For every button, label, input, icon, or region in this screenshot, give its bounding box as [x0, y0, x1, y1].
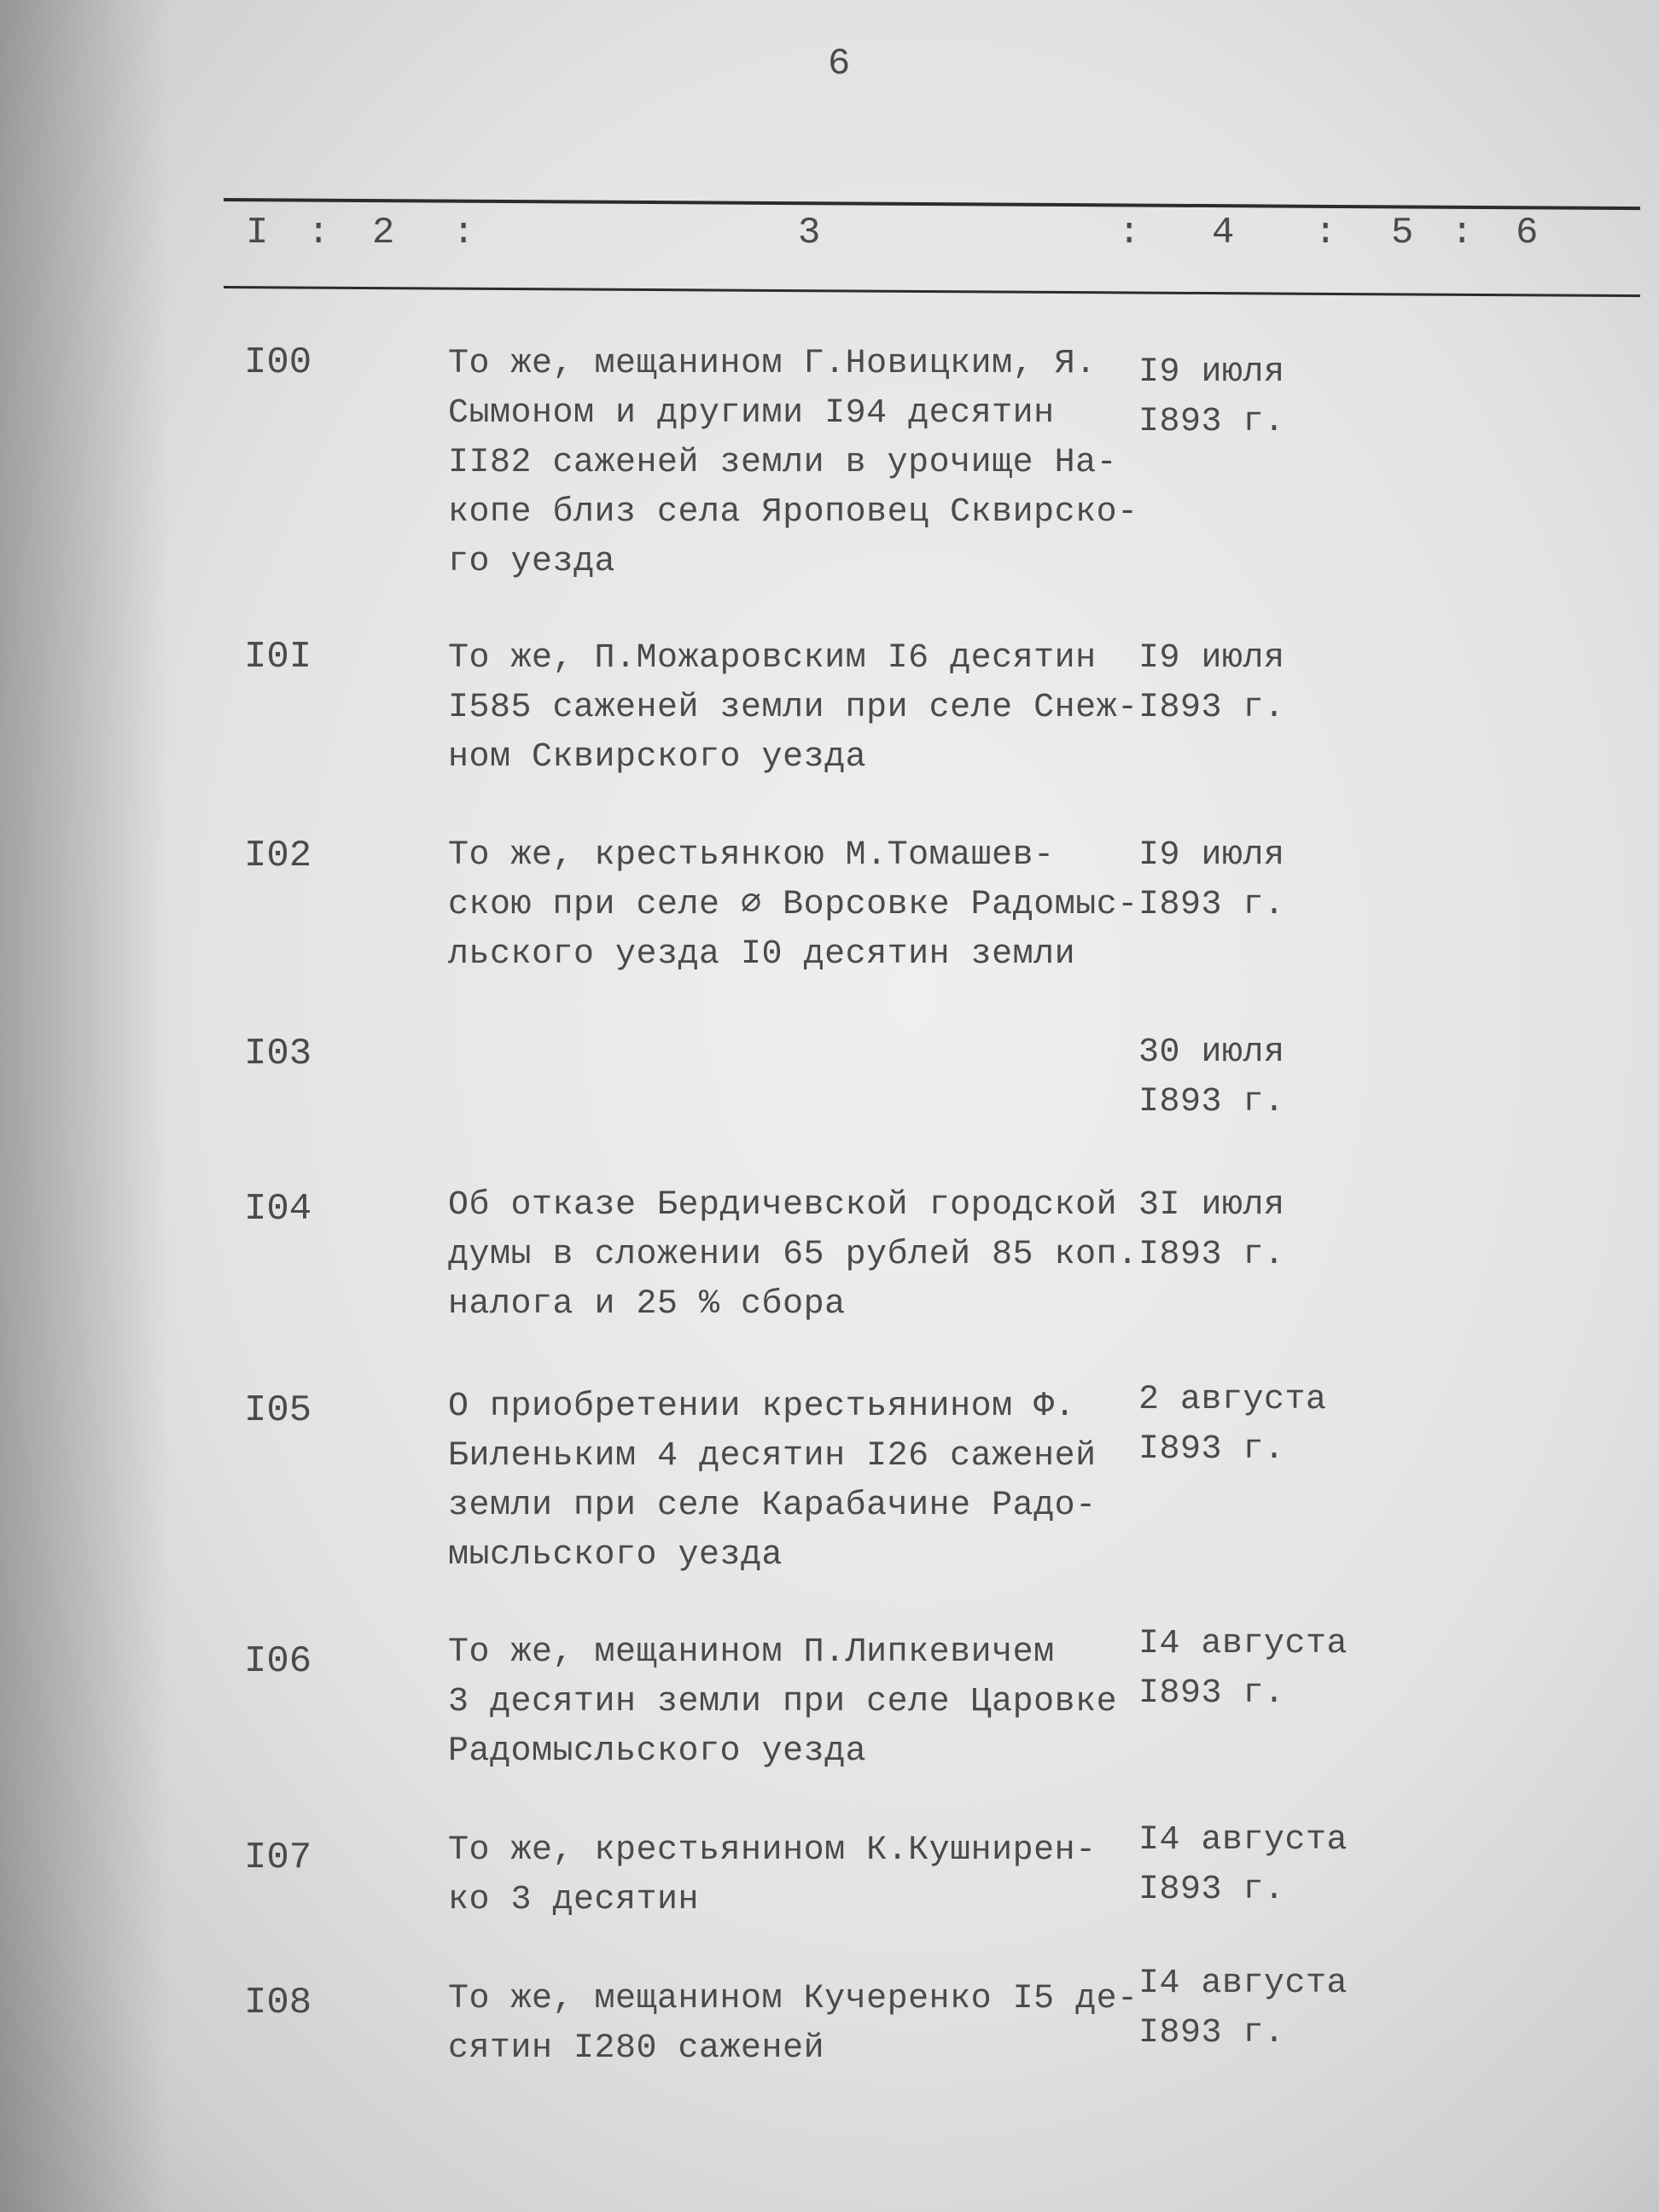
row-line: копе близ села Яроповец Сквирско- — [448, 493, 1138, 532]
row-number: I0I — [244, 636, 312, 678]
row-line: То же, мещанином П.Липкевичем — [448, 1633, 1055, 1672]
row-line: То же, крестьянкою М.Томашев- — [448, 836, 1055, 875]
col-head-sep: : — [1314, 212, 1337, 254]
col-head-sep: : — [307, 212, 330, 254]
col-head-5: 5 — [1391, 212, 1414, 254]
row-date — [1138, 1181, 1285, 1280]
page-number: 6 — [828, 43, 851, 85]
page-edge-shadow — [0, 0, 171, 2212]
date-line: I893 г. — [1138, 1083, 1285, 1121]
row-date — [1138, 348, 1285, 447]
header-top-rule — [224, 198, 1640, 210]
row-line: Радомысльского уезда — [448, 1732, 867, 1771]
row-description — [448, 634, 1138, 783]
row-date — [1138, 831, 1285, 930]
date-line: I4 августа — [1138, 1821, 1348, 1860]
row-date — [1138, 1620, 1348, 1719]
row-line: налога и 25 % сбора — [448, 1285, 846, 1324]
date-line: I4 августа — [1138, 1965, 1348, 2003]
date-line: I893 г. — [1138, 403, 1285, 441]
row-date — [1138, 634, 1285, 733]
row-line: I585 саженей земли при селе Снеж- — [448, 689, 1138, 727]
col-head-sep: : — [1451, 212, 1474, 254]
row-date — [1138, 1028, 1285, 1127]
col-head-sep: : — [1118, 212, 1141, 254]
row-number: I05 — [244, 1389, 312, 1432]
row-line: мысльского уезда — [448, 1536, 783, 1575]
row-date — [1138, 1959, 1348, 2058]
date-line: 2 августа — [1138, 1381, 1327, 1419]
date-line: 30 июля — [1138, 1033, 1285, 1072]
row-line: То же, мещанином Г.Новицким, Я. — [448, 345, 1097, 383]
row-date — [1138, 1376, 1327, 1475]
col-head-3: 3 — [798, 212, 821, 254]
date-line: I893 г. — [1138, 1236, 1285, 1274]
date-line: I893 г. — [1138, 1674, 1285, 1713]
col-head-6: 6 — [1516, 212, 1539, 254]
row-line: Биленьким 4 десятин I26 саженей — [448, 1437, 1097, 1476]
date-line: I9 июля — [1138, 353, 1285, 392]
date-line: I893 г. — [1138, 1430, 1285, 1469]
col-head-sep: : — [452, 212, 475, 254]
row-line: 3 десятин земли при селе Царовке — [448, 1683, 1118, 1721]
date-line: I893 г. — [1138, 886, 1285, 924]
row-line: То же, крестьянином К.Кушнирен- — [448, 1831, 1097, 1870]
row-line: Сымоном и другими I94 десятин — [448, 394, 1055, 433]
col-head-1: I — [246, 212, 269, 254]
col-head-4: 4 — [1212, 212, 1235, 254]
date-line: I9 июля — [1138, 639, 1285, 678]
col-head-2: 2 — [372, 212, 395, 254]
row-date — [1138, 1816, 1348, 1915]
date-line: I893 г. — [1138, 1871, 1285, 1909]
row-line: О приобретении крестьянином Ф. — [448, 1388, 1076, 1426]
row-number: I07 — [244, 1837, 312, 1879]
date-line: I893 г. — [1138, 2014, 1285, 2052]
row-number: I03 — [244, 1033, 312, 1075]
row-line: скою при селе ∅ Ворсовке Радомыс- — [448, 886, 1138, 924]
date-line: 3I июля — [1138, 1186, 1285, 1225]
row-line: ко 3 десятин — [448, 1881, 700, 1919]
row-line: ном Сквирского уезда — [448, 738, 867, 777]
row-number: I04 — [244, 1188, 312, 1231]
header-bottom-rule — [224, 286, 1640, 297]
row-description — [448, 1975, 1138, 2074]
row-line: земли при селе Карабачине Радо- — [448, 1487, 1097, 1525]
row-line: льского уезда I0 десятин земли — [448, 935, 1076, 974]
row-line: Об отказе Бердичевской городской — [448, 1186, 1118, 1225]
row-line: То же, мещанином Кучеренко I5 де- — [448, 1980, 1138, 2018]
date-line: I893 г. — [1138, 689, 1285, 727]
row-number: I02 — [244, 835, 312, 877]
row-description — [448, 831, 1138, 980]
row-number: I00 — [244, 341, 312, 384]
row-description — [448, 340, 1138, 587]
row-line: То же, П.Можаровским I6 десятин — [448, 639, 1097, 678]
row-description — [448, 1181, 1138, 1330]
row-line: II82 саженей земли в урочище На- — [448, 444, 1118, 482]
row-number: I06 — [244, 1640, 312, 1683]
row-line: думы в сложении 65 рублей 85 коп. — [448, 1236, 1138, 1274]
row-line: го уезда — [448, 543, 616, 581]
row-description — [448, 1628, 1131, 1777]
row-line: сятин I280 саженей — [448, 2029, 825, 2068]
row-description — [448, 1382, 1131, 1580]
date-line: I9 июля — [1138, 836, 1285, 875]
date-line: I4 августа — [1138, 1625, 1348, 1663]
row-description — [448, 1826, 1131, 1925]
row-number: I08 — [244, 1982, 312, 2024]
